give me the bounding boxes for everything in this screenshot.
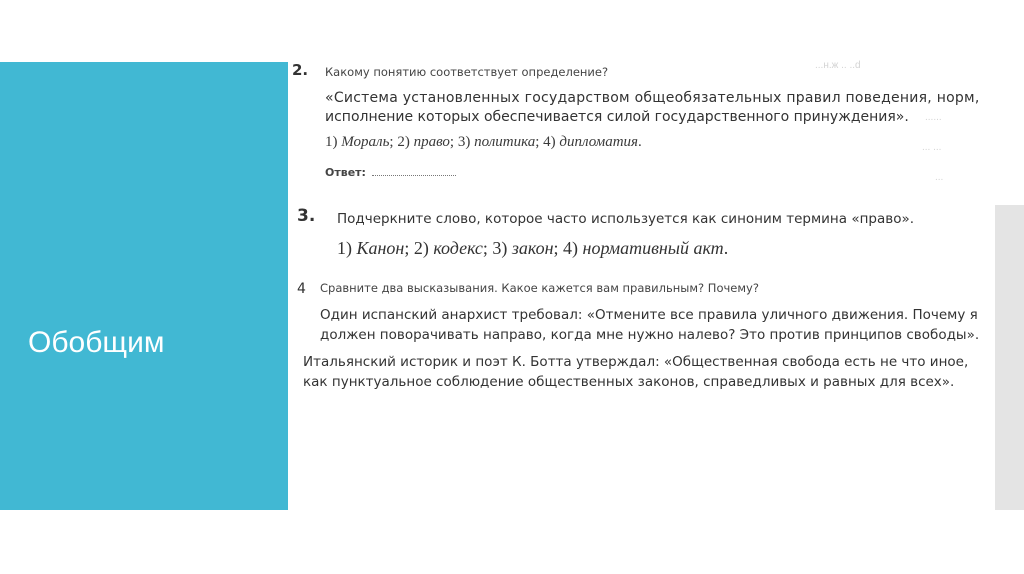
option-text: закон: [511, 238, 554, 258]
option-text: нормативный акт: [582, 238, 724, 258]
question-text: Какому понятию соответствует определение?: [325, 65, 609, 79]
definition-line-2: исполнение которых обеспечивается силой государственного принуждения».: [325, 109, 909, 125]
quote-2-line-1: Итальянский историк и поэт К. Ботта утверждал: «Общественная свобода есть не что иное,: [303, 354, 969, 370]
quote-2-line-2: как пунктуальное соблюдение общественных законов, справедливых и равных для всех».: [303, 374, 955, 390]
quote-1-line-2: должен поворачивать направо, когда мне нужно налево? Это против принципов свободы».: [320, 327, 980, 343]
option-text: политика: [474, 134, 536, 150]
option-number: ; 3): [482, 238, 508, 258]
option-number: 1): [325, 134, 338, 150]
option-text: кодекс: [433, 238, 483, 258]
option-text: Мораль: [341, 134, 390, 150]
option-end: .: [638, 134, 642, 150]
question-number: 2.: [292, 61, 309, 79]
option-end: .: [723, 238, 729, 258]
question-number: 3.: [297, 206, 316, 226]
option-text: Канон: [356, 238, 405, 258]
answer-label: Ответ:: [325, 166, 366, 179]
accent-side-panel: [0, 62, 288, 510]
option-text: право: [413, 134, 450, 150]
option-number: ; 4): [553, 238, 579, 258]
faint-text-2: ......: [925, 112, 942, 123]
option-number: 1): [337, 238, 352, 258]
scan-edge-strip: [995, 205, 1024, 510]
faint-text-4: ...: [935, 172, 944, 183]
question-number: 4: [297, 281, 306, 297]
question-text: Подчеркните слово, которое часто используется как синоним термина «право».: [337, 211, 915, 227]
option-number: ; 3): [449, 134, 471, 150]
answer-options: [325, 134, 642, 151]
option-text: дипломатия: [559, 134, 639, 150]
answer-options: [337, 238, 728, 259]
question-text: Сравните два высказывания. Какое кажется вам правильным? Почему?: [320, 281, 759, 295]
faint-text-1: ...н.ж .. ..d: [815, 60, 861, 71]
quote-1-line-1: Один испанский анархист требовал: «Отмените все правила уличного движения. Почему я: [320, 307, 978, 323]
option-number: ; 2): [404, 238, 429, 258]
option-number: ; 4): [535, 134, 556, 150]
option-number: ; 2): [389, 134, 410, 150]
answer-blank-line: [372, 175, 456, 176]
definition-line-1: «Система установленных государством общеобязательных правил поведения, норм,: [325, 90, 980, 106]
faint-text-3: ... ...: [922, 142, 942, 153]
slide-title: Обобщим: [28, 326, 165, 359]
